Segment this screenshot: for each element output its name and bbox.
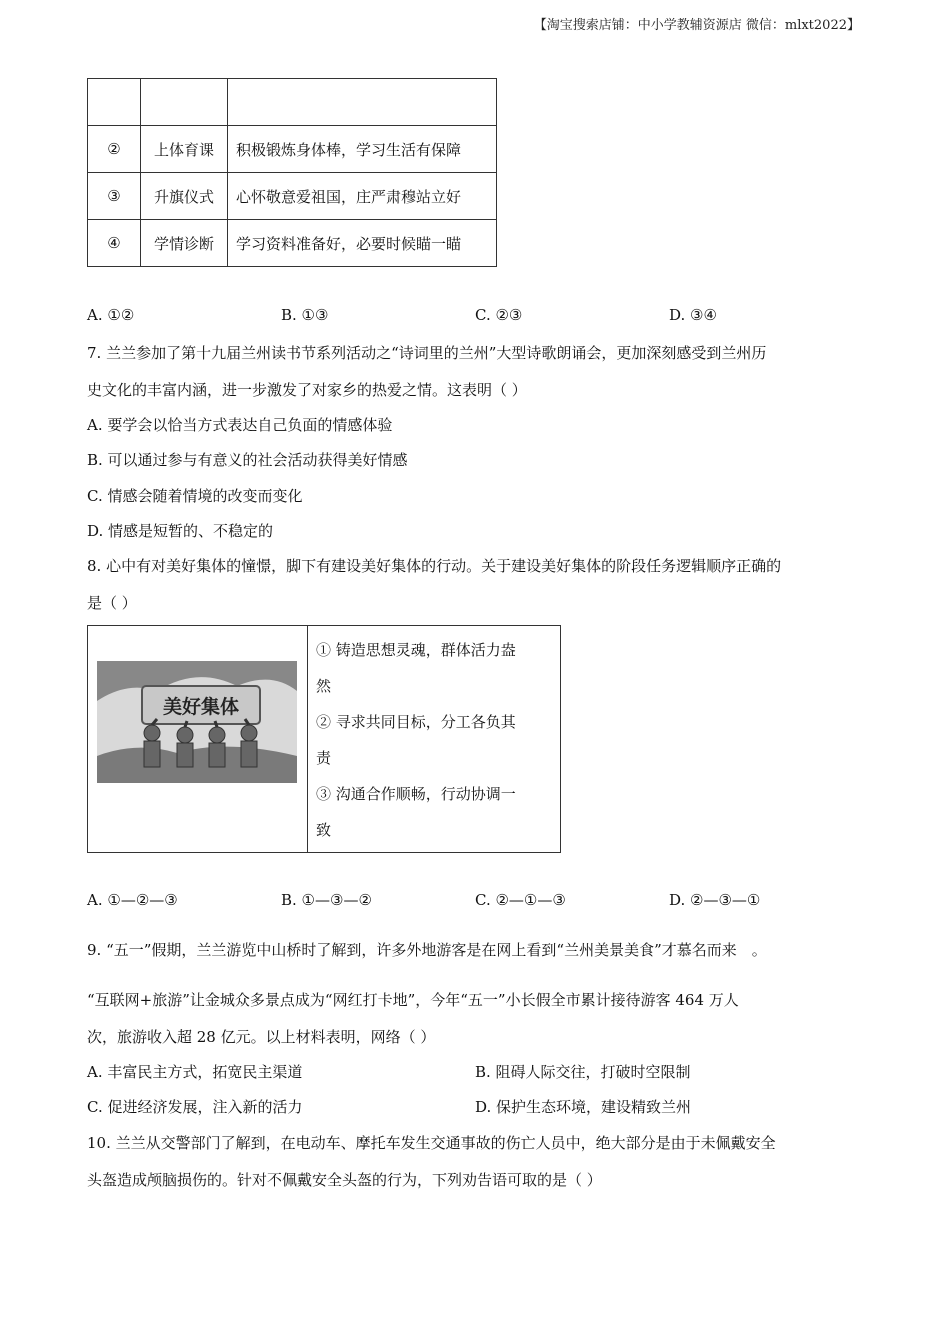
q7-option-c: C. 情感会随着情境的改变而变化 [87, 487, 303, 505]
task-line: ③ 沟通合作顺畅，行动协调一 [316, 785, 516, 803]
table-cell-activity: 上体育课 [141, 126, 228, 173]
task-line: 然 [316, 677, 332, 695]
q8-task-list [316, 632, 546, 848]
task-line: ① 铸造思想灵魂，群体活力盎 [316, 641, 516, 659]
table-cell-num: ④ [88, 220, 141, 267]
q9-option-a: A. 丰富民主方式，拓宽民主渠道 [87, 1063, 303, 1081]
table-row [88, 173, 497, 220]
table-cell-activity [141, 79, 228, 126]
q8-option-b: B. ①—③—② [281, 891, 372, 909]
q9-stem-line1: 9. “五一”假期，兰兰游览中山桥时了解到，许多外地游客是在网上看到“兰州美景美食”才慕名而来 。 [87, 941, 767, 959]
q6-option-d: D. ③④ [669, 306, 717, 324]
table-cell-activity: 学情诊断 [141, 220, 228, 267]
table-cell-num: ③ [88, 173, 141, 220]
q8-figure-image-cell [88, 626, 308, 852]
q9-stem-line3: 次，旅游收入超 28 亿元。以上材料表明，网络（ ） [87, 1028, 436, 1046]
task-line: 致 [316, 821, 332, 839]
task-line: ② 寻求共同目标，分工各负其 [316, 713, 516, 731]
q6-option-b: B. ①③ [281, 306, 329, 324]
q10-stem-line2: 头盔造成颅脑损伤的。针对不佩戴安全头盔的行为，下列劝告语可取的是（ ） [87, 1171, 602, 1189]
q10-stem-line1: 10. 兰兰从交警部门了解到，在电动车、摩托车发生交通事故的伤亡人员中，绝大部分是由于未佩戴安全 [87, 1134, 776, 1152]
table-cell-num: ② [88, 126, 141, 173]
q7-option-a: A. 要学会以恰当方式表达自己负面的情感体验 [87, 416, 393, 434]
task-line: 责 [316, 749, 332, 767]
q6-option-a: A. ①② [87, 306, 135, 324]
team-lifting-sign-illustration [97, 661, 297, 783]
q7-option-d: D. 情感是短暂的、不稳定的 [87, 522, 274, 540]
table-cell-num [88, 79, 141, 126]
q6-option-c: C. ②③ [475, 306, 523, 324]
q9-option-b: B. 阻碍人际交往，打破时空限制 [475, 1063, 691, 1081]
q7-option-b: B. 可以通过参与有意义的社会活动获得美好情感 [87, 451, 408, 469]
table-cell-desc [228, 79, 497, 126]
q8-option-c: C. ②—①—③ [475, 891, 566, 909]
table-cell-desc: 心怀敬意爱祖国，庄严肃穆站立好 [228, 173, 497, 220]
q8-figure-box [87, 625, 561, 853]
table-cell-desc: 学习资料准备好，必要时候瞄一瞄 [228, 220, 497, 267]
page-header: 【淘宝搜索店铺：中小学教辅资源店 微信：mlxt2022】 [533, 18, 860, 33]
table-cell-activity: 升旗仪式 [141, 173, 228, 220]
sign-text: 美好集体 [162, 696, 240, 718]
q7-stem-line2: 史文化的丰富内涵，进一步激发了对家乡的热爱之情。这表明（ ） [87, 381, 527, 399]
table-row [88, 126, 497, 173]
q8-stem-line1: 8. 心中有对美好集体的憧憬，脚下有建设美好集体的行动。关于建设美好集体的阶段任务逻辑顺序正确的 [87, 557, 782, 575]
q9-stem-line2: “互联网+旅游”让金城众多景点成为“网红打卡地”，今年“五一”小长假全市累计接待游客 464 万人 [87, 991, 739, 1009]
q8-option-a: A. ①—②—③ [87, 891, 178, 909]
q9-option-c: C. 促进经济发展，注入新的活力 [87, 1098, 303, 1116]
q8-stem-line2: 是（ ） [87, 594, 137, 612]
table-cell-desc: 积极锻炼身体棒，学习生活有保障 [228, 126, 497, 173]
q7-stem-line1: 7. 兰兰参加了第十九届兰州读书节系列活动之“诗词里的兰州”大型诗歌朗诵会，更加深刻感受到兰州历 [87, 344, 767, 362]
table-row [88, 220, 497, 267]
q9-option-d: D. 保护生态环境，建设精致兰州 [475, 1098, 692, 1116]
table-row [88, 79, 497, 126]
activity-table [87, 78, 497, 267]
q8-option-d: D. ②—③—① [669, 891, 761, 909]
